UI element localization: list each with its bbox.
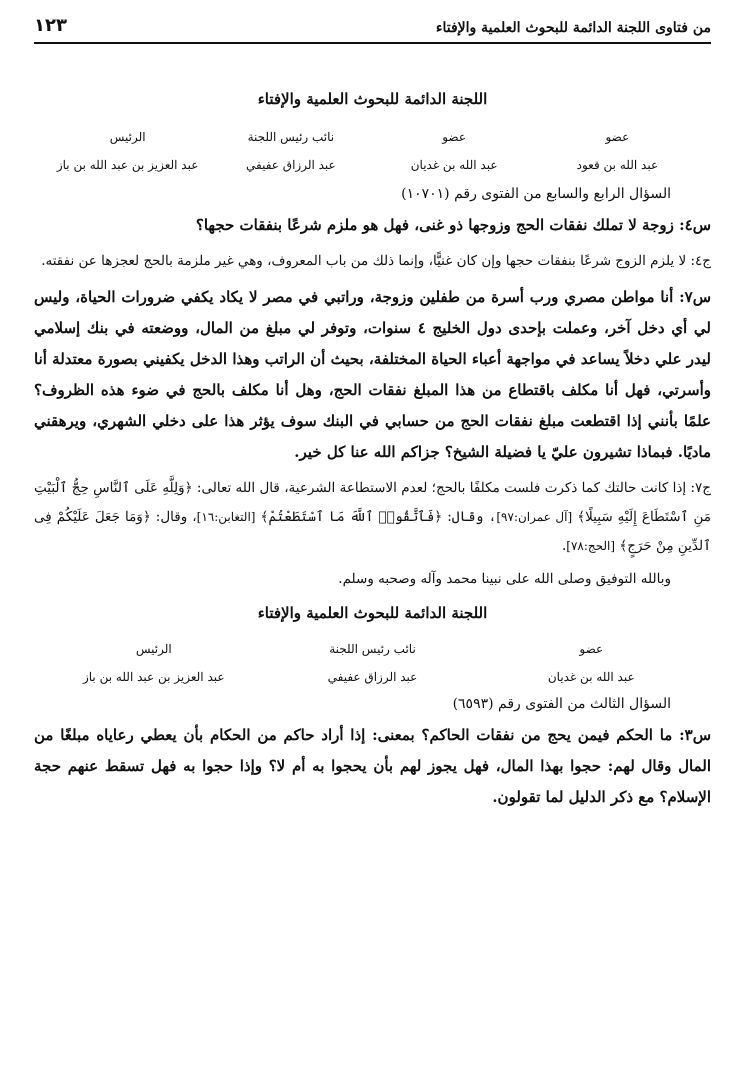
quran-verse-1: ﴿وَلِلَّهِ عَلَى ٱلنَّاسِ حِجُّ ٱلْبَيْتِ مَنِ ٱسْتَطَاعَ إِلَيْهِ سَبِيلًا﴾ xyxy=(34,480,711,525)
quran-verse-2: ﴿فَٱتَّقُوا۟ ٱللَّهَ مَا ٱسْتَطَعْتُمْ﴾ xyxy=(260,509,443,525)
fatwa-reference-2: السؤال الثالث من الفتوى رقم (٦٥٩٣) xyxy=(452,696,671,712)
running-header xyxy=(34,14,711,44)
closing-prayer: وبالله التوفيق وصلى الله على نبينا محمد وآله وصحبه وسلم. xyxy=(338,571,671,587)
signatories-names-1 xyxy=(34,158,711,172)
verse-3-reference: [الحج:٧٨] xyxy=(566,539,616,553)
question-7: س٧: أنا مواطن مصري ورب أسرة من طفلين وزوجة، وراتبي في مصر لا يكاد يكفي ضرورات الحياة، وليس لي أي دخل آخر، وعملت بإحدى دول الخليج ٤ سنوات، وتوفر لي مبلغ من المال، ووضعته في بنك إسلامي ليدر علي دخلاً يساعد في مواجهة أعباء الحياة المختلفة، بحيث أن الراتب وهذا الدخل يكفيني بصورة معتدلة أنا وأسرتي، فهل أنا مكلف باقتطاع من هذا المبلغ نفقات الحج، وهل أنا مكلف بالحج في ضوء هذه الظروف؟ علمًا بأنني إذا اقتطعت مبلغ نفقات الحج من حسابي في البنك سوف يؤثر هذا على دخلي الشهري، ويرهقني ماديًا. فبماذا تشيرون عليّ يا فضيلة الشيخ؟ جزاكم الله عنا كل خير. xyxy=(34,288,711,461)
name-deputy: عبد الرزاق عفيفي xyxy=(327,670,418,684)
role-member-1: عضو xyxy=(605,130,630,144)
page-number: ١٢٣ xyxy=(34,15,67,36)
role-deputy: نائب رئيس اللجنة xyxy=(329,642,416,656)
name-member: عبد الله بن غديان xyxy=(547,670,635,684)
running-title: من فتاوى اللجنة الدائمة للبحوث العلمية والإفتاء xyxy=(435,20,711,36)
and-said-1: وقال: xyxy=(447,509,484,525)
verse-2-reference: [التغابن:١٦] xyxy=(196,510,256,524)
name-deputy: عبد الرزاق عفيفي xyxy=(246,158,336,172)
role-chairman: الرئيس xyxy=(109,130,146,144)
and-said-2: وقال: xyxy=(155,509,188,525)
answer-4: ج٤: لا يلزم الزوج شرعًا بنفقات حجها وإن كان غنيًّا، وإنما ذلك من باب المعروف، وهي غير ملزمة بالحج لعجزها عن نفقته. xyxy=(41,253,711,269)
name-chairman: عبد العزيز بن عبد الله بن باز xyxy=(82,670,225,684)
role-deputy: نائب رئيس اللجنة xyxy=(247,130,335,144)
question-3: س٣: ما الحكم فيمن يحج من نفقات الحاكم؟ بمعنى: إذا أراد حاكم من الحكام بأن يعطي رعاياه مبلغًا من المال وقال لهم: حجوا بهذا المال، فهل يجوز لهم بأن يحجوا به أم لا؟ وإذا حجوا به فهل تسقط عنهم حجة الإسلام؟ مع ذكر الدليل لما تقولون. xyxy=(34,726,711,806)
question-4: س٤: زوجة لا تملك نفقات الحج وزوجها ذو غنى، فهل هو ملزم شرعًا بنفقات حجها؟ xyxy=(195,216,711,234)
signatories-names-2 xyxy=(34,670,711,684)
role-chairman: الرئيس xyxy=(135,642,172,656)
role-member-2: عضو xyxy=(442,130,466,144)
name-member-2: عبد الله بن غديان xyxy=(410,158,498,172)
answer-7: ج٧: إذا كانت حالتك كما ذكرت فلست مكلفًا بالحج؛ لعدم الاستطاعة الشرعية، قال الله تعالى: ﴿وَلِلَّهِ عَلَى ٱلنَّاسِ حِجُّ ٱلْبَيْتِ مَنِ ٱسْتَطَاعَ إِلَيْهِ سَبِيلًا﴾ [آل عمران:٩٧]، وقال: ﴿فَٱتَّقُوا۟ ٱللَّهَ مَا ٱسْتَطَعْتُمْ﴾ [التغابن:١٦]، وقال: ﴿وَمَا جَعَلَ عَلَيْكُمْ فِى ٱلدِّينِ مِنْ حَرَجٍ﴾ [الحج:٧٨]. xyxy=(34,480,711,554)
verse-1-reference: [آل عمران:٩٧] xyxy=(496,510,573,524)
name-member-1: عبد الله بن قعود xyxy=(576,158,659,172)
signatories-roles-1 xyxy=(34,130,711,144)
committee-title-2: اللجنة الدائمة للبحوث العلمية والإفتاء xyxy=(257,604,488,622)
committee-title-1: اللجنة الدائمة للبحوث العلمية والإفتاء xyxy=(257,90,488,108)
signatories-roles-2 xyxy=(34,642,711,656)
name-chairman: عبد العزيز بن عبد الله بن باز xyxy=(56,158,199,172)
answer-7-intro: ج٧: إذا كانت حالتك كما ذكرت فلست مكلفًا بالحج؛ لعدم الاستطاعة الشرعية، قال الله تعالى: xyxy=(196,480,711,496)
role-member: عضو xyxy=(579,642,604,656)
quran-verse-3: ﴿وَمَا جَعَلَ عَلَيْكُمْ فِى ٱلدِّينِ مِنْ حَرَجٍ﴾ xyxy=(34,509,711,554)
fatwa-reference-1: السؤال الرابع والسابع من الفتوى رقم (١٠٧٠١) xyxy=(401,186,671,202)
